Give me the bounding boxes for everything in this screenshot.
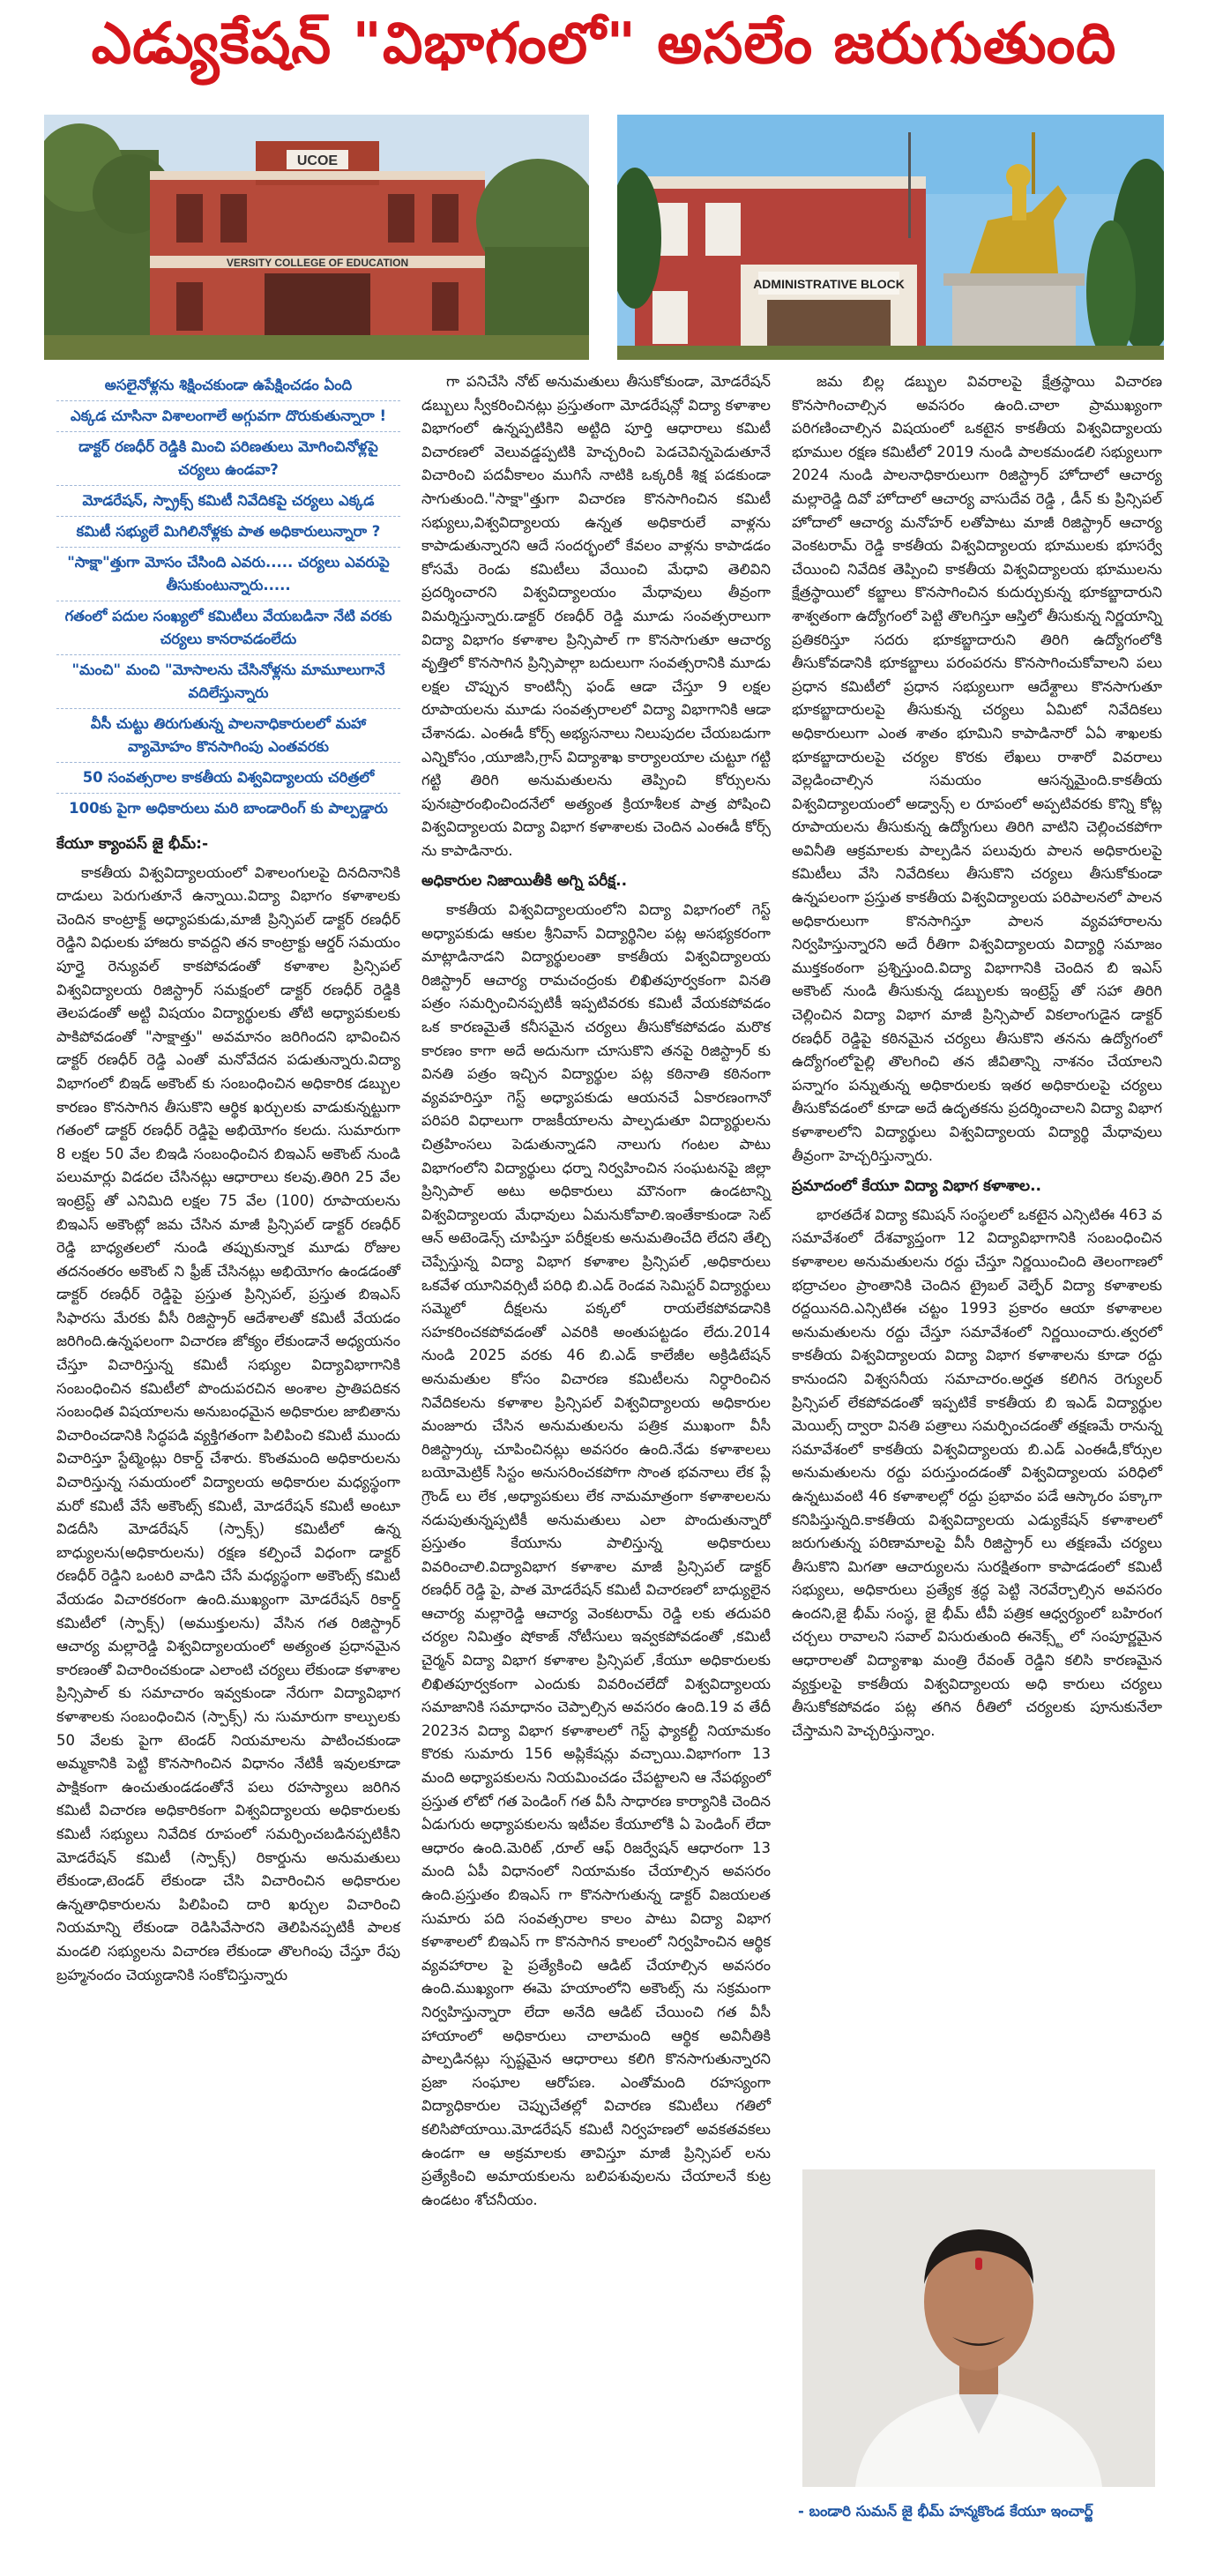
highlight-item: ఎక్కడ చూసినా విశాలంగాలే అగ్గువగా దొరుకుతున్నారా ! [56,401,400,432]
article-column-2 [421,370,771,2217]
section-heading: కేయూ క్యాంపస్ జై భీమ్:- [56,835,209,853]
headline: ఎడ్యుకేషన్ "విభాగంలో" అసలేం జరుగుతుంది [91,11,1117,77]
highlight-item: మోడరేషన్, స్ప్రాక్స్ కమిటీ నివేదికపై చర్యలు ఎక్కడ [56,486,400,517]
highlight-item: డాక్టర్ రణధీర్ రెడ్డికి మించి పరిణతులు మోగించినోళ్లపై చర్యలు ఉండవా? [56,432,400,486]
reporter-photo [802,2169,1155,2487]
college-building-photo [44,115,589,360]
paragraph: కాకతీయ విశ్వవిద్యాలయంలో విశాలంగులపై దినదినానికి దాడులు పెరుగుతూనే ఉన్నాయి.విద్యా విభాగం కళాశాలకు చెందిన కాంట్రాక్ట్ అధ్యాపకుడు,మాజీ ప్రిన్సిపల్ డాక్టర్ రణధీర్ రెడ్డిని విధులకు హాజరు కావద్దని తన కాంట్రాక్టు ఆర్డర్ సమయం పూర్తై రెన్యువల్ కాకపోవడంతో కళాశాల ప్రిన్సిపల్ విశ్వవిద్యాలయ రిజిస్ట్రార్ సమక్షంలో డాక్టర్ రణధీర్ రెడ్డికి తెలపడంతో అట్టి విషయం విద్యార్థులకు తోటి అధ్యాపకులకు పాకిపోవడంతో "సాక్షాత్తు" అవమానం జరిగిందని భావించిన డాక్టర్ రణధీర్ రెడ్డి ఎంతో మనోవేదన పడుతున్నారు.విద్యా విభాగంలో బిఇడ్ అకౌంట్ కు సంబంధించిన అధికారిక డబ్బుల కారణం కొనసాగిన తీసుకొని ఆర్థిక ఖర్చులకు వాడుకున్నట్టుగా గతంలో డాక్టర్ రణధీర్ రెడ్డిపై అభియోగం కలదు. సుమారుగా 8 లక్షల 50 వేల బిఇడి సంబంధించిన బిఇఎస్ అకౌంట్ నుండి పలుమార్లు విడదల చేసినట్లు ఆధారాలు కలవు.తిరిగి 25 వేల ఇంట్రెస్ట్ తో ఎనిమిది లక్షల 75 వేల (100) రూపాయలను బిఇఎస్ అకౌంట్లో జమ చేసిన మాజీ ప్రిన్సిపల్ డాక్టర్ రణధీర్ రెడ్డి బాధ్యతలలో నుండి తప్పుకున్నాక మూడు రోజుల తదనంతరం అకౌంట్ ని ఫ్రీజ్ చేసినట్లు అభియోగం ఉండడంతో డాక్టర్ రణధీర్ రెడ్డిపై ప్రస్తుత ప్రిన్సిపల్, ప్రస్తుత బిఇఎస్ సిఫారసు మేరకు వీసీ రిజిస్ట్రార్ ఆదేశాలతో కమిటీ వేయడం జరిగింది.ఉన్నఫలంగా విచారణ జోక్యం లేకుండానే అధ్యయనం చేస్తూ విచారిస్తున్న కమిటీ సభ్యుల విద్యావిభాగానికి సంబంధించిన కమిటీలో పొందుపరచిన అంశాల ప్రాతిపదికన సంబంధిత విషయాలను అనుబంధమైన అధికారుల జాబితాను విచారించడానికి సిద్ధపడి వ్యక్తిగతంగా పిలిపించి కమిటీ ముందు విచారిస్తూ స్టేట్మెంట్లు రికార్డ్ చేశారు. కొంతమంది అధికారులను విచారిస్తున్న సమయంలో విద్యాలయ అధికారుల మధ్యస్థంగా మరో కమిటీ వేసే అకౌంట్స్ కమిటీ, మోడరేషన్ కమిటీ అంటూ విడదీసి మోడరేషన్ (స్పాక్స్) కమిటీలో ఉన్న బాధ్యులను(అధికారులను) రక్షణ కల్పించే విధంగా డాక్టర్ రణధీర్ రెడ్డిని ఒంటరి వాడిని చేసే మధ్యస్థంగా అకౌంట్స్ కమిటీ వేయడం విచారకరంగా ఉంది.ముఖ్యంగా మోడరేషన్ రికార్డ్ కమిటీలో (స్పాక్స్) (అముక్తులను) వేసిన గత రిజిస్ట్రార్ ఆచార్య మల్లారెడ్డి విశ్వవిద్యాలయంలో అత్యంత ప్రధానమైన కారణంతో విచారించకుండా ఎలాంటి చర్యలు లేకుండా కళాశాల ప్రిన్సిపాల్ కు సమాచారం ఇవ్వకుండా నేరుగా విద్యావిభాగ కళాశాలకు సంబంధించిన (స్పాక్స్) ను సుమారుగా కాల్పులకు 50 వేలకు పైగా టెండర్ నియమాలను పాటించకుండా అమ్మకానికి పెట్టి కొనసాగించిన విధానం నేటికీ ఇవులకూడా పాక్షికంగా ఉంచుతుండడంతోనే పలు రహస్యాలు జరిగిన కమిటీ విచారణ అధికారికంగా విశ్వవిద్యాలయ అధికారులకు కమిటీ సభ్యులు నివేదిక రూపంలో సమర్పించబడినప్పటికీని మోడరేషన్ కమిటీ (స్పాక్స్) రికార్డును అనుమతులు లేకుండా,టెండర్ లేకుండా చేసి విచారించిన అధికారుల ఉన్నతాధికారులను పిలిపించి దారి ఖర్చుల విచారించి నియమాన్ని లేకుండా రెడిసివేసారని తెలిపినప్పటికీ పాలక మండలి సభ్యులను విచారణ లేకుండా తొలగింపు చేస్తూ రేపు బ్రహ్మనందం చెయ్యడానికి సంకోచిస్తున్నారు [56,863,400,1983]
highlight-item: "సాక్షా"త్తుగా మోసం చేసింది ఎవరు..... చర్యలు ఎవరుపై తీసుకుంటున్నారు..... [56,548,400,601]
highlight-item: 100కు పైగా అధికారులు మరి బాండారింగ్ కు పాల్పడ్డారు [69,800,388,817]
administrative-block-sign: ADMINISTRATIVE BLOCK [753,277,905,291]
college-name-sign: VERSITY COLLEGE OF EDUCATION [226,257,409,269]
paragraph: కాకతీయ విశ్వవిద్యాలయంలోని విద్యా విభాగంలో గెస్ట్ అధ్యాపకుడు ఆకుల శ్రీనివాస్ విద్యార్థినిల పట్ల అసభ్యకరంగా మాట్లాడినాడని విద్యార్థులంతా కాకతీయ విశ్వవిద్యాలయ రిజిస్ట్రార్ ఆచార్య రామచంద్రంకు లిఖితపూర్వకంగా వినతి పత్రం సమర్పించినప్పటికీ ఇప్పటివరకు కమిటీ వేయకపోవడం ఒక కారణమైతే కనీసమైన చర్యలు తీసుకోకపోవడం మరొక కారణం కాగా అదే అదునుగా చూసుకొని తనపై రిజిస్ట్రార్ కు వినతి పత్రం ఇచ్చిన విద్యార్థుల పట్ల కఠినాతి కఠినంగా వ్యవహరిస్తూ గెస్ట్ అధ్యాపకుడు ఆయనచే ఏకారణంగానో పరిపరి విధాలుగా రాజకీయాలను పాల్పడుతూ విద్యార్థులను చిత్రహింసలు పెడుతున్నాడని నాలుగు గంటల పాటు విభాగంలోని విద్యార్థులు ధర్నా నిర్వహించిన సంఘటనపై జిల్లా ప్రిన్సిపాల్ అటు అధికారులు మౌనంగా ఉండటాన్ని విశ్వవిద్యాలయ మేధావులు ఏమనుకోవాలి.ఇంతేకాకుండా సెట్ ఆన్ అటెండెన్స్ చూపిస్తూ పరీక్షలకు అనుమతించేది లేదని తేల్చి చెప్పేస్తున్న విద్యా విభాగ కళాశాల ప్రిన్సిపల్ ,అధికారులు ఒకవేళ యూనివర్సిటీ పరిధి బి.ఎడ్ రెండవ సెమిస్టర్ విద్యార్థులు సమ్మెలో దీక్షలను పక్కలో రాయలేకపోవడానికి సహకరించకపోవడంతో ఎవరికి అంతుపట్టడం లేదు.2014 నుండి 2025 వరకు 46 బి.ఎడ్ కాలేజీల అక్రిడిటేషన్ అనుమతుల కోసం విచారణ కమిటీలను నిర్ధారించిన నివేదికలను కళాశాల ప్రిన్సిపల్ విశ్వవిద్యాలయ అధికారుల మంజూరు చేసిన అనుమతులను పత్రిక ముఖంగా వీసీ రిజిస్ట్రార్కు చూపించినట్లు అవసరం ఉంది.నేడు కళాశాలలు బయోమెట్రిక్ సిస్టం అనుసరించకపోగా సొంత భవనాలు లేక ప్లే గ్రౌండ్ లు లేక ,అధ్యాపకులు లేక నామమాత్రంగా కళాశాలలను నడుపుతున్నప్పటికీ అనుమతులు ఎలా పొందుతున్నారో ప్రస్తుతం కేయూను పాలిస్తున్న అధికారులు వివరించాలి.విద్యావిభాగ కళాశాల మాజీ ప్రిన్సిపల్ డాక్టర్ రణధీర్ రెడ్డి పై, పాత మోడరేషన్ కమిటీ విచారణలో బాధ్యులైన ఆచార్య మల్లారెడ్డి ఆచార్య వెంకటరామ్ రెడ్డి లకు తదుపరి చర్యల నిమిత్తం షోకాజ్ నోటీసులు ఇవ్వకపోవడంతో ,కమిటీ చైర్మన్ విద్యా విభాగ కళాశాల ప్రిన్సిపల్ ,కేయూ అధికారులకు లిఖితపూర్వకంగా ఎందుకు వివరించలేదో విశ్వవిద్యాలయ సమాజానికి సమాధానం చెప్పాల్సిన అవసరం ఉంది.19 వ తేదీ 2023న విద్యా విభాగ కళాశాలలో గెస్ట్ ఫ్యాకల్టీ నియామకం కొరకు సుమారు 156 అప్లికేషన్లు వచ్చాయి.విభాగంగా 13 మంది అధ్యాపకులను నియమించడం చేపట్టాలని ఆ నేపథ్యంలో ప్రస్తుత లోటో గత పెండింగ్ గత వీసీ సాధారణ కార్యానికి చెందిన ఏడుగురు అధ్యాపకులను ఇటీవల కేయూలోకి ఏ పెండింగ్ లేదా ఆధారం ఉంది.మెరిట్ ,రూల్ ఆఫ్ రిజర్వేషన్ ఆధారంగా 13 మంది ఏపీ విధానంలో నియామకం చేయాల్సిన అవసరం ఉంది.ప్రస్తుతం బిఇఎస్ గా కొనసాగుతున్న డాక్టర్ విజయలత సుమారు పది సంవత్సరాల కాలం పాటు విద్యా విభాగ కళాశాలలో బిఇఎస్ గా కొనసాగిన కాలంలో నిర్వహించిన ఆర్థిక వ్యవహారాల పై ప్రత్యేకించి ఆడిట్ చేయాల్సిన అవసరం ఉంది.ముఖ్యంగా ఈమె హయాంలోని అకౌంట్స్ ను సక్రమంగా నిర్వహిస్తున్నారా లేదా అనేది ఆడిట్ చేయించి గత వీసీ హాయాంలో అధికారులు చాలామంది ఆర్థిక అవినీతికి పాల్పడినట్లు స్పష్టమైన ఆధారాలు కలిగి కొనసాగుతున్నారని ప్రజా సంఘాల ఆరోపణ. ఎంతోమంది రహస్యంగా విద్యాధికారుల చెప్పుచేతల్లో విచారణ కమిటీలు గతిలో కలిసిపోయాయి.మోడరేషన్ కమిటీ నిర్వహణలో అవకతవకలు ఉండగా ఆ అక్రమాలకు తావిస్తూ మాజీ ప్రిన్సిపల్ లను ప్రత్యేకించి అమాయకులను బలిపశువులను చేయాలనే కుట్ర ఉండటం శోచనీయం. [421,901,771,2208]
section-heading: అధికారుల నిజాయితీకి అగ్ని పరీక్ష.. [421,872,628,891]
ucoe-sign: UCOE [296,153,339,168]
highlight-item: కమిటీ సభ్యులే మిగిలినోళ్లకు పాత అధికారులున్నారా ? [56,517,400,548]
article-column-3 [792,370,1162,1748]
highlight-item: వీసీ చుట్టు తిరుగుతున్న పాలనాధికారులలో మహా వ్యామోహం కొనసాగింపు ఎంతవరకు [56,709,400,763]
reporter-caption: - బండారి సుమన్ జై భీమ్ హన్మకొండ కేయూ ఇంచార్జ్ [798,2503,1093,2520]
highlight-item: అసలైనోళ్లను శిక్షించకుండా ఉపేక్షించడం ఏంది [56,370,400,401]
article-column-1 [56,370,400,1992]
highlight-item: గతంలో పదుల సంఖ్యలో కమిటీలు వేయబడినా నేటి వరకు చర్యలు కానరావడంలేదు [56,601,400,655]
highlight-item: "మంచి" మంచి "మోసాలను చేసినోళ్లను మామూలుగానే వదిలేస్తున్నారు [56,655,400,709]
paragraph: భారతదేశ విద్యా కమిషన్ సంస్థలలో ఒకటైన ఎన్సిటిఈ 463 వ సమావేశంలో దేశవ్యాప్తంగా 12 విద్యావిభాగానికి సంబంధించిన కళాశాలల అనుమతులను రద్దు చేస్తూ నిర్ణయించింది తెలంగాణలో భద్రాచలం ప్రాంతానికి చెందిన ట్రైబల్ వెల్ఫేర్ విద్యా కళాశాలకు రద్దయినది.ఎన్సిటిఈ చట్టం 1993 ప్రకారం ఆయా కళాశాలల అనుమతులను రద్దు చేస్తూ సమావేశంలో నిర్ణయించారు.త్వరలో కాకతీయ విశ్వవిద్యాలయ విద్యా విభాగ కళాశాలను కూడా రద్దు కానుందని విశ్వసనీయ సమాచారం.అర్హత కలిగిన రెగ్యులర్ ప్రిన్సిపల్ లేకపోవడంతో ఇప్పటికే కాకతీయ బి ఇఎడ్ విద్యార్థుల మెయిల్స్ ద్వారా వినతి పత్రాలు సమర్పించడంతో తక్షణమే రానున్న సమావేశంలో కాకతీయ విశ్వవిద్యాలయ బి.ఎడ్ ఎంఈడీ,కోర్సుల అనుమతులను రద్దు పరుస్తుందడంతో విశ్వవిద్యాలయ పరిధిలో ఉన్నటువంటి 46 కళాశాలల్లో రద్దు ప్రభావం పడే ఆస్కారం పక్కాగా కనిపిస్తున్నది.కాకతీయ విశ్వవిద్యాలయ ఎడ్యుకేషన్ కళాశాలలో జరుగుతున్న పరిణామాలపై వీసీ రిజిస్ట్రార్ లు తక్షణమే చర్యలు తీసుకొని మిగతా ఆచార్యులను సురక్షితంగా కాపాడడంలో కమిటీ సభ్యులు, అధికారులు ప్రత్యేక శ్రద్ధ పెట్టి నెరవేర్చాల్సిన అవసరం ఉందని,జై భీమ్ సంస్థ, జై భీమ్ టీవీ పత్రిక ఆధ్వర్యంలో బహిరంగ చర్చలు రావాలని సవాల్ విసురుతుంది ఈనెక్స్ట్ లో సంపూర్ణమైన ఆధారాలతో విద్యాశాఖ మంత్రి రేవంత్ రెడ్డిని కలిసి కారణమైన వ్యక్తులపై కాకతీయ విశ్వవిద్యాలయ అధి కారులు చర్యలు తీసుకోకపోవడం పట్ల తగిన రీతిలో చర్యలకు పూనుకునేలా చేస్తామని హెచ్చరిస్తున్నాం. [792,1206,1162,1739]
highlight-item: 50 సంవత్సరాల కాకతీయ విశ్వవిద్యాలయ చరిత్రలో [56,763,400,794]
paragraph: గా పనిచేసి నోట్ అనుమతులు తీసుకోకుండా, మోడరేషన్ డబ్బులు స్వీకరించినట్లు ప్రస్తుతంగా మోడరేషన్లో విద్యా కళాశాల విభాగంలో ఉన్నప్పటికిని అట్టిది పూర్తి ఆధారాలు కమిటీ విచారణలో వెలువడ్డప్పటికి హెచ్చరించి పెడచెవిన్నపెడుతూనే విచారించి పదవీకాలం ముగిసే నాటికి ఒక్కరికీ శిక్ష పడకుండా సాగుతుంది."సాక్షా"త్తుగా విచారణ కొనసాగించిన కమిటీ సభ్యులు,విశ్వవిద్యాలయ ఉన్నత అధికారులే వాళ్లను కాపాడుతున్నారని ఆదే సందర్భంలో కేవలం వాళ్లను కాపాడడం కోసమే రెండు కమిటీలు వేయించి మేధావి తెలివిని ప్రదర్శించారని విశ్వవిద్యాలయం మేధావులు తీవ్రంగా విమర్శిస్తున్నారు.డాక్టర్ రణధీర్ రెడ్డి మూడు సంవత్సరాలుగా విద్యా విభాగం కళాశాల ప్రిన్సిపాల్ గా కొనసాగుతూ ఆచార్య వృత్తిలో కొనసాగిన ప్రిన్సిపాల్గా బదులుగా సంవత్సరానికి మూడు లక్షల చొప్పున కాంటిన్సీ ఫండ్ ఆడా చేస్తూ 9 లక్షల రూపాయలను మూడు సంవత్సరాలలో విద్యా విభాగానికి ఆడా చేశానడు. ఎంఈడీ కోర్స్ అభ్యసనాలు నిలుపుదల చేయబడుగా ఎన్నికోసం ,యూజిసి,గ్రాస్ విద్యాశాఖ కార్యాలయాల చుట్టూ గట్టి గట్టి తిరిగి అనుమతులను తెప్పించి కోర్సులను పునఃప్రారంభించిందనేలో అత్యంత క్రియాశీలక పాత్ర పోషించి విశ్వవిద్యాలయ విద్యా విభాగ కళాశాలకు చెందిన ఎంఈడీ కోర్స్ ను కాపాడినారు. [421,373,771,859]
section-heading: ప్రమాదంలో కేయూ విద్యా విభాగ కళాశాల.. [792,1177,1041,1196]
highlights-box [56,370,400,824]
administrative-block-photo [617,115,1164,360]
paragraph: జమ బిల్ల డబ్బుల వివరాలపై క్షేత్రస్థాయి విచారణ కొనసాగించాల్సిన అవసరం ఉంది.చాలా ప్రాముఖ్యంగా పరిగణించాల్సిన విషయంలో ఒకటైన కాకతీయ విశ్వవిద్యాలయ భూముల రక్షణ కమిటీలో 2019 నుండి పాలకమండలి సభ్యులుగా 2024 నుండి పాలనాధికారులుగా రిజిస్ట్రార్ హోదాలో ఆచార్య మల్లారెడ్డి దివో హోదాలో ఆచార్య వాసుదేవ రెడ్డి , డీన్ కు ప్రిన్సిపల్ హోదాలో ఆచార్య మనోహర్ లతోపాటు మాజీ రిజిస్ట్రార్ ఆచార్య వెంకటరామ్ రెడ్డి కాకతీయ విశ్వవిద్యాలయ భూములకు భూసర్వే చేయించి నివేదిక తెప్పించి కాకతీయ విశ్వవిద్యాలయ భూములను క్షేత్రస్థాయిలో కబ్జాలు కొనసాగించిన కుదుర్చుకున్న భూకబ్జాదారుని శాశ్వతంగా ఉద్యోగంలో పెట్టి తొలగిస్తూ ఆస్తిలో తీసుకున్న నిర్ణయాన్ని ప్రతికరిస్తూ సదరు భూకబ్జాదారుని తిరిగి ఉద్యోగంలోకి తీసుకోవడానికి భూకబ్జాలు పరంపరను కొనసాగించుకోవాలని పలు ప్రధాన కమిటీలో ప్రధాన సభ్యులుగా ఆదేశ్టాలు కొనసాగుతూ భూకబ్జాదారులపై తీసుకున్న చర్యలు ఏమిటో నివేదికలు అధికారులుగా ఎంత శాతం భూమిని కాపాడినారో ఏఏ శాఖలకు భూకబ్జాదారులపై చర్యల కొరకు లేఖలు రాశారో వివరాలు వెల్లడించాల్సిన సమయం ఆసన్నమైంది.కాకతీయ విశ్వవిద్యాలయంలో అడ్వాన్స్ ల రూపంలో అప్పటివరకు కొన్ని కోట్ల రూపాయలను తీసుకున్న ఉద్యోగులు తిరిగి వాటిని చెల్లించకపోగా అవినీతి ఆక్రమాలకు పాల్పడిన పలువురు పాలన అధికారులపై కమిటీలు వేసి నివేదికలు తీసుకొని చర్యలు తీసుకోకుండా ఉన్నపలంగా ప్రస్తుత కాకతీయ విశ్వవిద్యాలయ పరిపాలనలో పాలన అధికారులుగా కొనసాగిస్తూ పాలన వ్యవహారాలను నిర్వహిస్తున్నారని అదే రీతిగా విశ్వవిద్యాలయ విద్యార్థి సమాజం ముక్తకంఠంగా ప్రశ్నిస్తుంది.విద్యా విభాగానికి చెందిన బి ఇఎస్ అకౌంట్ నుండి తీసుకున్న డబ్బులకు ఇంట్రెస్ట్ తో సహా తిరిగి చెల్లించిన విద్యా విభాగ మాజీ ప్రిన్సిపాల్ వికలాంగుడైన డాక్టర్ రణధీర్ రెడ్డిపై కఠినమైన చర్యలు తీసుకొని తనను ఉద్యోగంలో ఉద్యోగంలోపైల్లి తొలగించి తన జీవితాన్ని నాశనం చేయాలని పన్నాగం పన్నుతున్న అధికారులకు ఇతర అధికారులపై చర్యలు తీసుకోవడంలో కూడా అదే ఉదృతకను ప్రదర్శించాలని విద్యా విభాగ కళాశాలలోని విద్యార్థులు విశ్వవిద్యాలయ విద్యార్థి మేధావులు తీవ్రంగా హెచ్చరిస్తున్నారు. [792,373,1162,1164]
